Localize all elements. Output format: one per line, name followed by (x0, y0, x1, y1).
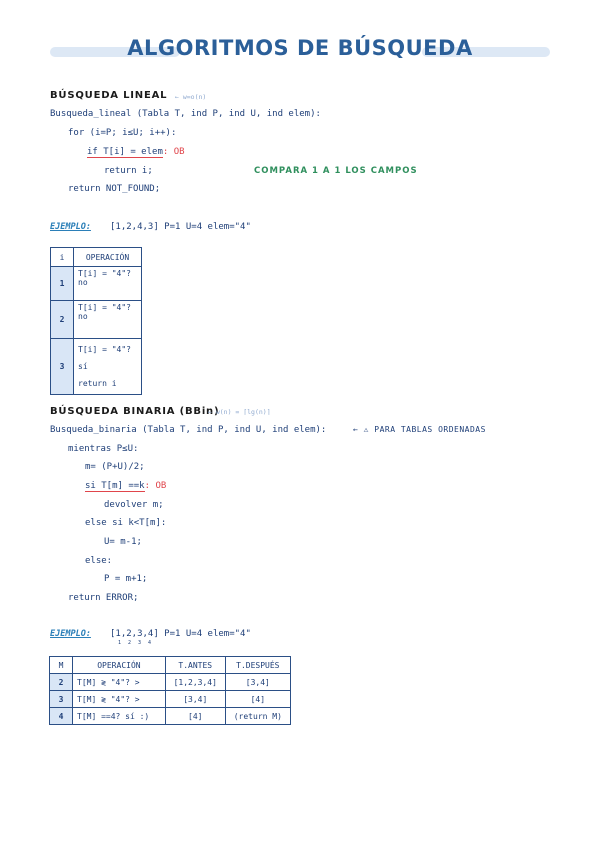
binaria-code-line10: return ERROR; (68, 593, 139, 603)
binaria-example-indices: 1 2 3 4 (118, 640, 154, 646)
binaria-example-label: EJEMPLO: (50, 629, 91, 639)
lineal-code-line4: return i; (104, 166, 153, 176)
lineal-row-1-i: 1 (51, 267, 74, 301)
binaria-header-antes: T.ANTES (165, 657, 225, 674)
lineal-row-3-op-line1: T[i] = "4"? sí (78, 345, 131, 371)
binaria-code-line8: else: (85, 556, 113, 566)
binaria-row-3-m: 4 (50, 708, 73, 725)
binaria-row-1-antes: [1,2,3,4] (165, 674, 225, 691)
binaria-code-line9: P = m+1; (104, 574, 148, 584)
lineal-code-line2: for (i=P; i≤U; i++): (68, 128, 177, 138)
lineal-example-label: EJEMPLO: (50, 222, 91, 232)
lineal-row-3-op (74, 339, 142, 395)
binaria-header-despues: T.DESPUÉS (225, 657, 290, 674)
lineal-ob: : OB (162, 147, 185, 157)
lineal-row-3-op-line2: return i (78, 379, 117, 388)
binaria-trace-table (49, 656, 291, 725)
binaria-example-text: [1,2,3,4] P=1 U=4 elem="4" (110, 629, 251, 639)
binaria-row-2-m: 3 (50, 691, 73, 708)
binaria-header-op: OPERACIÓN (73, 657, 166, 674)
binaria-row-2-antes: [3,4] (165, 691, 225, 708)
binaria-row-3-despues: (return M) (225, 708, 290, 725)
lineal-table-header-op: OPERACIÓN (74, 248, 142, 267)
lineal-example-text: [1,2,4,3] P=1 U=4 elem="4" (110, 222, 251, 232)
binaria-row-2-despues: [4] (225, 691, 290, 708)
lineal-code-line5: return NOT_FOUND; (68, 184, 161, 194)
binaria-code-line5: devolver m; (104, 500, 164, 510)
page-title: ALGORITMOS DE BÚSQUEDA (127, 36, 473, 60)
binaria-code-line1: Busqueda_binaria (Tabla T, ind P, ind U, ind elem): (50, 425, 327, 435)
binaria-code-line2: mientras P≤U: (68, 444, 139, 454)
binaria-row-1-op: T[M] ≷ "4"? > (73, 674, 166, 691)
lineal-heading: BÚSQUEDA LINEAL (50, 90, 168, 101)
lineal-row-2-op: T[i] = "4"? no (74, 301, 142, 339)
lineal-row-1-op: T[i] = "4"? no (74, 267, 142, 301)
lineal-row-3-i: 3 (51, 339, 74, 395)
binaria-code-line4 (85, 481, 166, 491)
binaria-row-3-antes: [4] (165, 708, 225, 725)
lineal-condition: if T[i] = elem (87, 147, 163, 157)
lineal-trace-table (50, 247, 142, 395)
binaria-heading: BÚSQUEDA BINARIA (BBin) (50, 406, 220, 417)
binaria-code-line6: else si k<T[m]: (85, 518, 167, 528)
lineal-code-line1: Busqueda_lineal (Tabla T, ind P, ind U, ind elem): (50, 109, 321, 119)
binaria-code-line3: m= (P+U)/2; (85, 462, 145, 472)
binaria-code-line7: U= m-1; (104, 537, 142, 547)
binaria-header-m: M (50, 657, 73, 674)
binaria-ob: : OB (144, 481, 167, 491)
binaria-row-2-op: T[M] ≷ "4"? > (73, 691, 166, 708)
binaria-warning: ← ⚠ PARA TABLAS ORDENADAS (353, 425, 486, 434)
binaria-condition: si T[m] ==k (85, 481, 145, 491)
lineal-comment: COMPARA 1 A 1 LOS CAMPOS (254, 166, 418, 176)
binaria-row-1-m: 2 (50, 674, 73, 691)
lineal-complexity: ← w=o(n) (175, 93, 207, 101)
lineal-table-header-i: i (51, 248, 74, 267)
binaria-row-3-op: T[M] ==4? sí :) (73, 708, 166, 725)
lineal-code-line3 (87, 147, 185, 157)
lineal-row-2-i: 2 (51, 301, 74, 339)
binaria-row-1-despues: [3,4] (225, 674, 290, 691)
binaria-complexity: ← w(n) = ⌈lg(n)⌉ (208, 408, 271, 416)
